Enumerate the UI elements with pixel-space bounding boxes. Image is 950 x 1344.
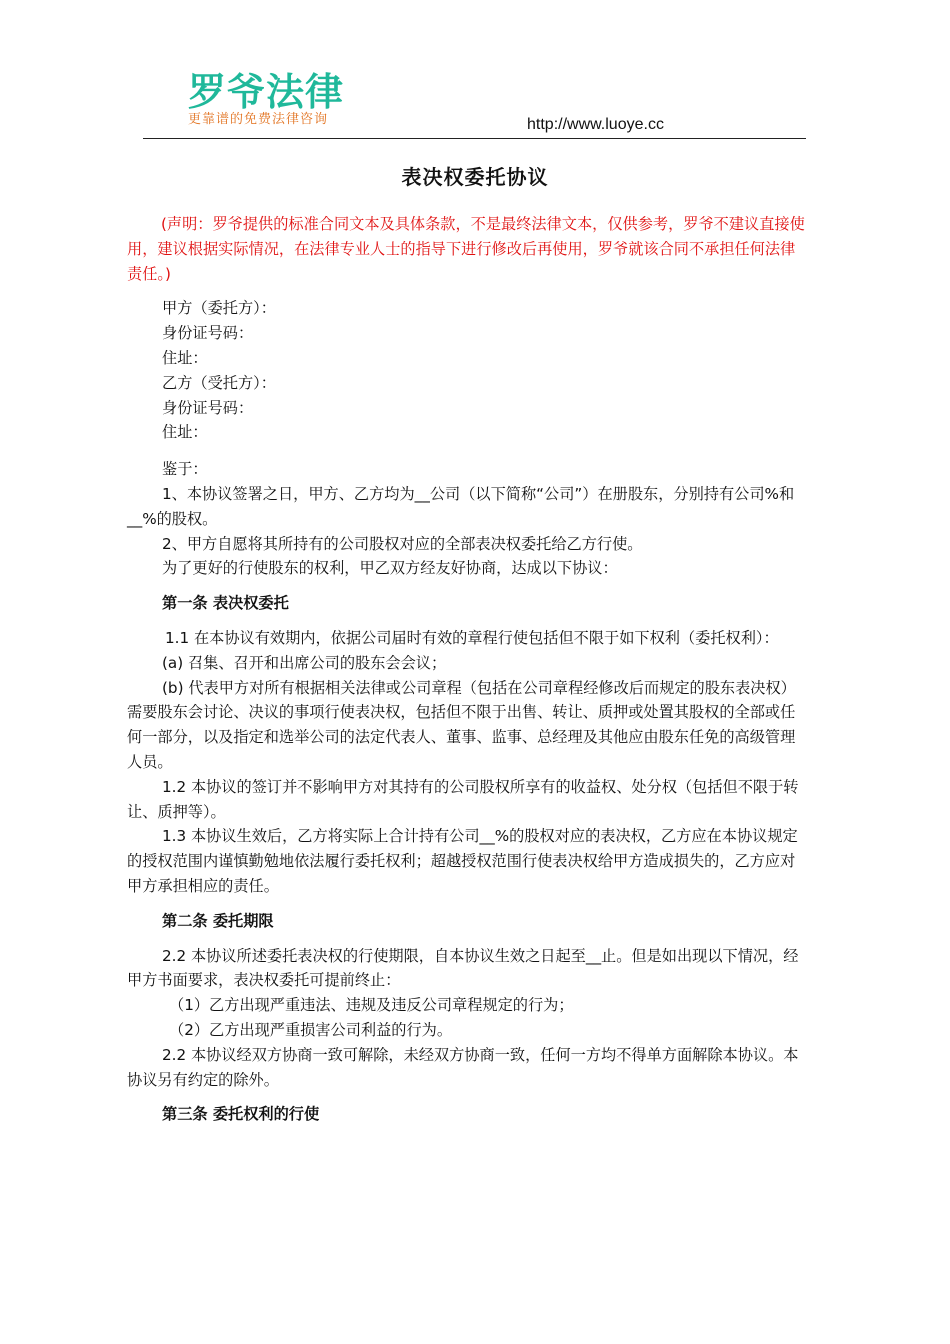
clause-1-1: 1.1 在本协议有效期内，依据公司届时有效的章程行使包括但不限于如下权利（委托权利）： [165,628,779,647]
clause-2-2-item-1: （1）乙方出现严重违法、违规及违反公司章程规定的行为； [169,996,574,1015]
recitals-label: 鉴于： [162,460,208,479]
logo-tagline: 更靠谱的免费法律咨询 [188,112,329,127]
clause-1-3: 1.3 本协议生效后，乙方将实际上合计持有公司__%的股权对应的表决权，乙方应在本协议规定的授权范围内谨慎勤勉地依法履行委托权利；超越授权范围行使表决权给甲方造成损失的，乙方应对甲方承担相应的责任。 [127,827,798,895]
clause-2-2b: 2.2 本协议经双方协商一致可解除，未经双方协商一致，任何一方均不得单方面解除本协议。本协议另有约定的除外。 [127,1045,799,1089]
disclaimer: (声明：罗爷提供的标准合同文本及具体条款，不是最终法律文本，仅供参考，罗爷不建议直接使用，建议根据实际情况，在法律专业人士的指导下进行修改后再使用，罗爷就该合同不承担任何法律责任。) [127,215,805,283]
recital-1: 1、本协议签署之日，甲方、乙方均为__公司（以下简称“公司”）在册股东，分别持有公司%和__%的股权。 [127,484,795,528]
recital-3: 为了更好的行使股东的权利，甲乙双方经友好协商，达成以下协议： [162,559,618,578]
article-1-heading: 第一条 表决权委托 [162,594,289,613]
logo-text: 罗爷法律 [188,70,345,114]
party-b-label: 乙方（受托方）： [162,373,276,392]
luoye-logo[interactable] [188,70,344,128]
clause-2-2-item-2: （2）乙方出现严重损害公司利益的行为。 [169,1020,453,1039]
site-url[interactable]: http://www.luoye.cc [527,116,664,133]
party-a-label: 甲方（委托方）： [162,299,276,318]
header-divider [143,138,806,139]
article-3-heading: 第三条 委托权利的行使 [162,1105,320,1124]
party-b-address: 住址： [162,423,208,442]
clause-1-1-a: (a) 召集、召开和出席公司的股东会会议； [162,653,447,672]
clause-1-2: 1.2 本协议的签订并不影响甲方对其持有的公司股权所享有的收益权、处分权（包括但不限于转让、质押等）。 [127,777,799,821]
party-b-id: 身份证号码： [162,398,254,417]
clause-1-1-b: (b) 代表甲方对所有根据相关法律或公司章程（包括在公司章程经修改后而规定的股东表决权）需要股东会讨论、决议的事项行使表决权，包括但不限于出售、转让、质押或处置其股权的全部或任何一部分，以及指定和选举公司的法定代表人、董事、监事、总经理及其他应由股东任免的高级管理人员。 [127,678,796,771]
party-a-address: 住址： [162,348,208,367]
document-body [127,212,809,1137]
clause-2-2: 2.2 本协议所述委托表决权的行使期限，自本协议生效之日起至__止。但是如出现以下情况，经甲方书面要求，表决权委托可提前终止： [127,946,799,990]
article-2-heading: 第二条 委托期限 [162,911,274,930]
party-a-id: 身份证号码： [162,324,254,343]
recital-2: 2、甲方自愿将其所持有的公司股权对应的全部表决权委托给乙方行使。 [162,534,643,553]
document-title: 表决权委托协议 [401,165,549,189]
